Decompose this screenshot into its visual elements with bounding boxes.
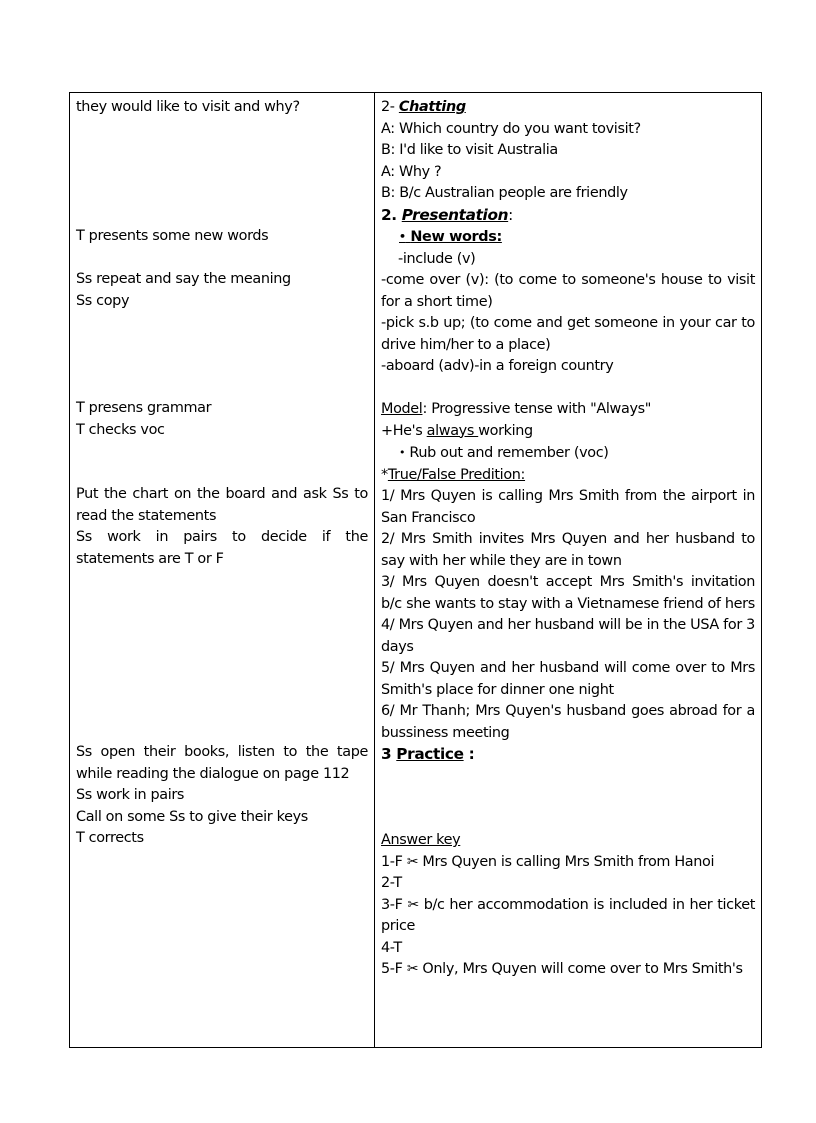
presentation-heading: 2. Presentation: (381, 205, 513, 224)
rub-out-line: • Rub out and remember (voc) (399, 445, 609, 461)
activity-text: Put the chart on the board and ask Ss to read the statements (76, 486, 368, 524)
answer-item: 5-F ✂ Only, Mrs Quyen will come over to Mrs Smith's (381, 961, 743, 977)
activity-text: T checks voc (76, 421, 165, 438)
dialogue-line: A: Which country do you want tovisit? (381, 120, 641, 137)
practice-title: Practice (396, 745, 464, 763)
presentation-title: Presentation (401, 205, 509, 224)
statement: 2/ Mrs Smith invites Mrs Quyen and her husband to say with her while they are in town (381, 531, 755, 569)
activity-text: Ss work in pairs to decide if the statements are T or F (76, 529, 368, 567)
scissors-icon: ✂ (406, 961, 419, 977)
vocab-item: -aboard (adv)-in a foreign country (381, 358, 614, 374)
activity-text: Ss copy (76, 292, 130, 309)
activity-text: Ss repeat and say the meaning (76, 271, 291, 287)
statement: 6/ Mr Thanh; Mrs Quyen's husband goes abroad for a bussiness meeting (381, 703, 755, 741)
activity-text: they would like to visit and why? (76, 99, 300, 115)
activity-text: T corrects (76, 830, 144, 846)
activity-text: T presents some new words (76, 228, 269, 244)
answer-item: 2-T (381, 875, 402, 891)
new-words-heading: • New words: (399, 229, 502, 245)
activities-column (76, 97, 368, 850)
column-divider (374, 93, 375, 1047)
answer-item: 3-F ✂ b/c her accommodation is included in her ticket price (381, 896, 755, 934)
prediction-heading: *True/False Predition: (381, 466, 526, 483)
activity-text: Call on some Ss to give their keys (76, 808, 308, 825)
activity-text: Ss open their books, listen to the tape while reading the dialogue on page 112 (76, 744, 368, 782)
lesson-plan-table (69, 92, 762, 1048)
dialogue-line: B: B/c Australian people are friendly (381, 185, 628, 201)
statement: 5/ Mrs Quyen and her husband will come over to Mrs Smith's place for dinner one night (381, 660, 755, 698)
scissors-icon: ✂ (406, 853, 419, 870)
statement: 4/ Mrs Quyen and her husband will be in the USA for 3 days (381, 617, 755, 655)
content-column (381, 97, 755, 981)
dialogue-line: A: Why ? (381, 163, 442, 180)
vocab-item: -include (v) (398, 250, 476, 267)
dialogue-line: B: I'd like to visit Australia (381, 142, 558, 158)
vocab-item: -come over (v): (to come to someone's house to visit for a short time) (381, 272, 755, 310)
statement: 3/ Mrs Quyen doesn't accept Mrs Smith's invitation b/c she wants to stay with a Vietnamese friend of hers (381, 574, 755, 612)
statement: 1/ Mrs Quyen is calling Mrs Smith from the airport in San Francisco (381, 488, 755, 526)
vocab-item: -pick s.b up; (to come and get someone in your car to drive him/her to a place) (381, 315, 755, 353)
answer-item: 4-T (381, 939, 402, 956)
chatting-heading: 2- Chatting (381, 99, 466, 115)
scissors-icon: ✂ (407, 896, 419, 913)
activity-text: T presens grammar (76, 400, 212, 416)
practice-heading: 3 Practice : (381, 745, 475, 763)
chatting-title: Chatting (398, 99, 466, 115)
activity-text: Ss work in pairs (76, 787, 185, 803)
model-line: Model: Progressive tense with "Always" (381, 401, 652, 417)
answer-item: 1-F ✂ Mrs Quyen is calling Mrs Smith from Hanoi (381, 853, 715, 870)
example-line: +He's always working (381, 422, 533, 439)
bullet-icon: • (399, 446, 406, 459)
bullet-icon: • (399, 230, 406, 243)
answer-key-heading: Answer key (381, 832, 461, 848)
